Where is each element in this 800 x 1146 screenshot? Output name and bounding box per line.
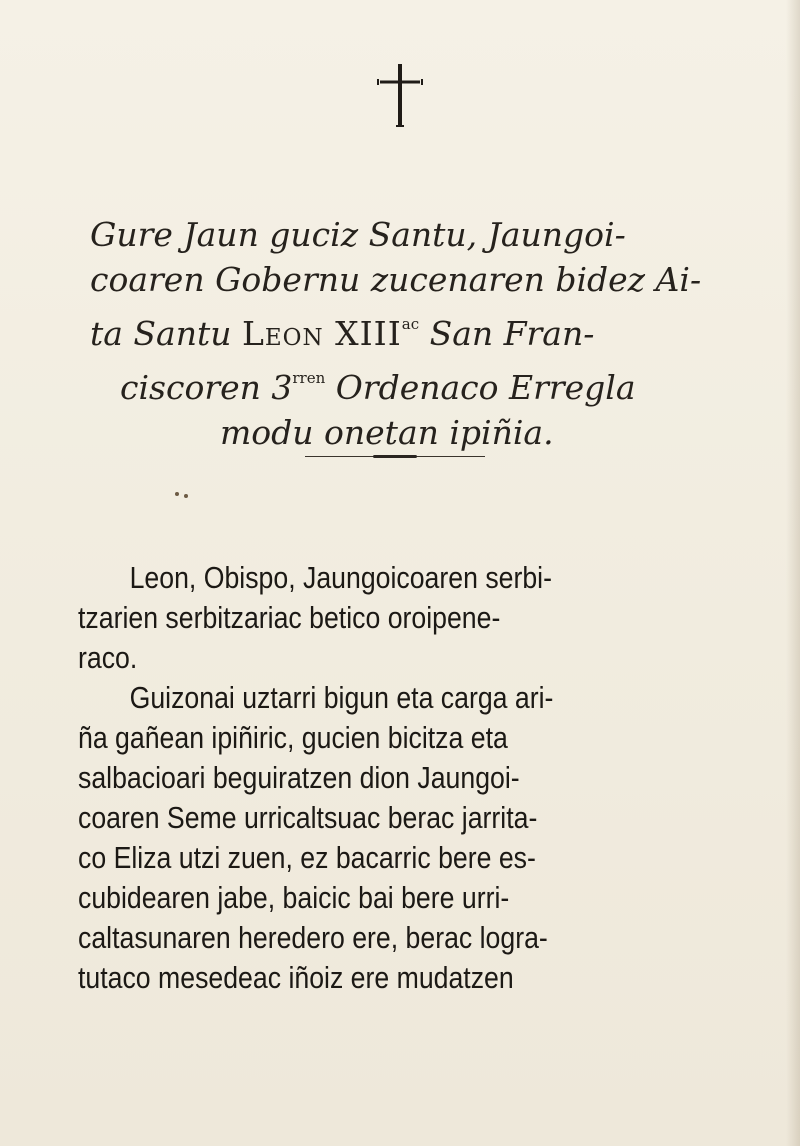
document-title (70, 212, 730, 455)
pope-name: Leon (241, 314, 324, 353)
print-speck (184, 494, 188, 498)
body-line: tzarien serbitzariac betico oroipene- (78, 600, 501, 635)
title-line-4-start: ciscoren 3 (120, 368, 293, 407)
body-line: tutaco mesedeac iñoiz ere mudatzen (78, 960, 514, 995)
title-line-3-start: ta Santu (90, 314, 242, 353)
body-line: caltasunaren heredero ere, berac logra- (78, 920, 548, 955)
divider-ornament (373, 455, 417, 458)
body-line: ña gañean ipiñiric, gucien bicitza eta (78, 720, 508, 755)
title-line-2: coaren Gobernu zucenaren bidez Ai- (90, 260, 702, 299)
body-line: raco. (78, 640, 138, 675)
section-divider (305, 456, 485, 458)
numeral-superscript: ac (401, 315, 420, 333)
page-edge-shadow (786, 0, 800, 1146)
body-line: Guizonai uztarri bigun eta carga ari- (129, 680, 554, 715)
title-line-3 (70, 302, 730, 356)
body-text (78, 558, 625, 998)
body-line: Leon, Obispo, Jaungoicoaren serbi- (129, 560, 552, 595)
title-line-5: modu onetan ipiñia. (220, 413, 554, 452)
body-line: salbacioari beguiratzen dion Jaungoi- (78, 760, 520, 795)
body-line: co Eliza utzi zuen, ez bacarric bere es- (78, 840, 536, 875)
body-line: coaren Seme urricaltsuac berac jarrita- (78, 800, 538, 835)
print-speck (175, 492, 179, 496)
cross-icon (360, 60, 440, 130)
title-line-4 (70, 356, 730, 410)
pope-numeral: XIII (323, 314, 402, 353)
ordinal-superscript: rren (292, 369, 326, 387)
title-line-1: Gure Jaun guciz Santu, Jaungoi- (90, 215, 626, 254)
title-line-3-end: San Fran- (419, 314, 595, 353)
title-line-4-end: Ordenaco Erregla (325, 368, 636, 407)
body-line: cubidearen jabe, baicic bai bere urri- (78, 880, 510, 915)
